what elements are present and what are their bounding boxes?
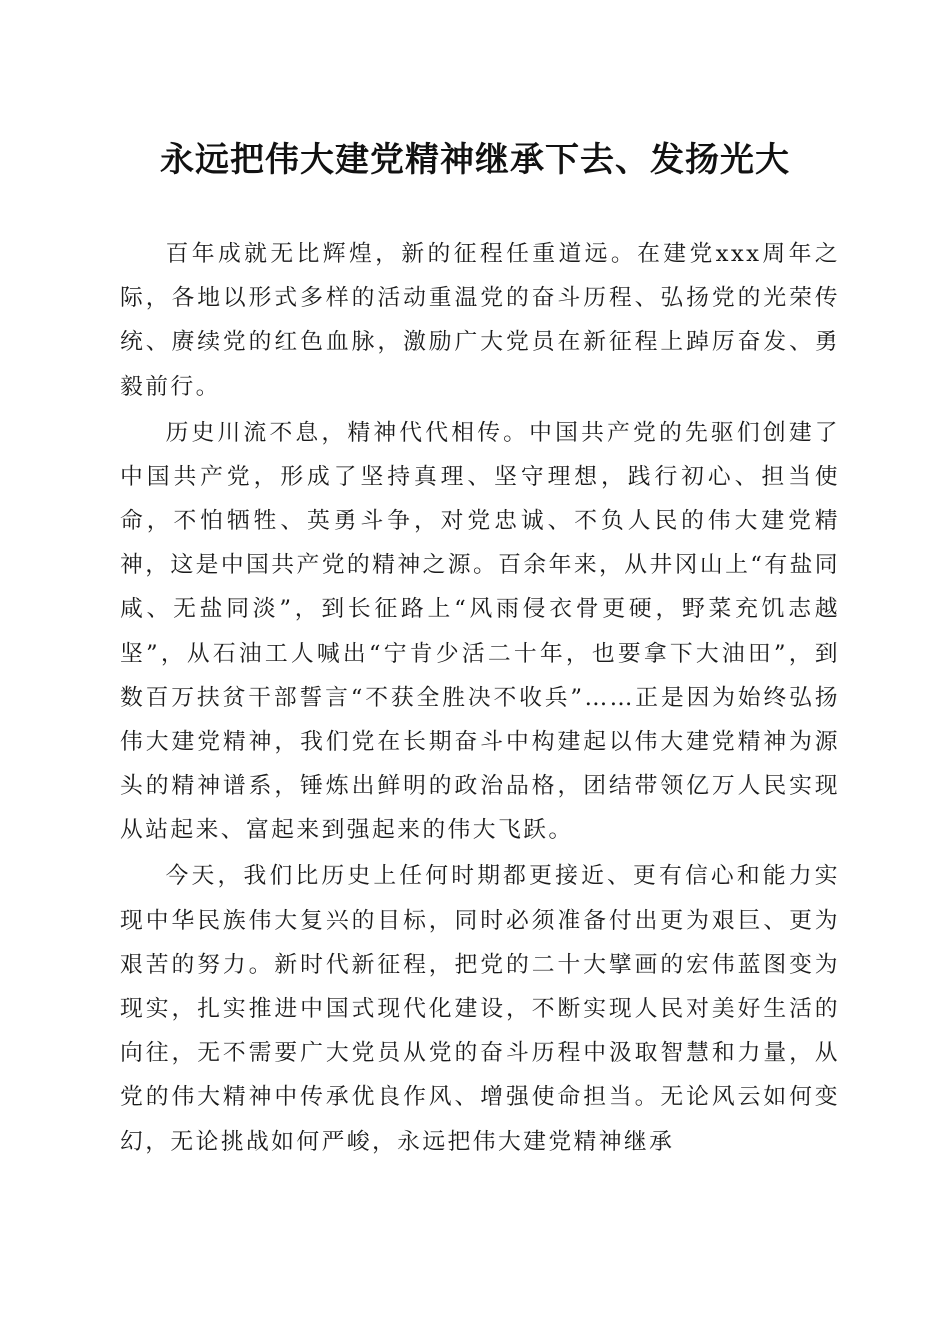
paragraph: 今天，我们比历史上任何时期都更接近、更有信心和能力实现中华民族伟大复兴的目标，同时必须准备付出更为艰巨、更为艰苦的努力。新时代新征程，把党的二十大擘画的宏伟蓝图变为现实，扎实推进中国式现代化建设，不断实现人民对美好生活的向往，无不需要广大党员从党的奋斗历程中汲取智慧和力量，从党的伟大精神中传承优良作风、增强使命担当。无论风云如何变幻，无论挑战如何严峻，永远把伟大建党精神继承 <box>120 863 840 1155</box>
document-body <box>120 232 840 1166</box>
paragraph: 百年成就无比辉煌，新的征程任重道远。在建党xxx周年之际，各地以形式多样的活动重温党的奋斗历程、弘扬党的光荣传统、赓续党的红色血脉，激励广大党员在新征程上踔厉奋发、勇毅前行。 <box>120 241 840 400</box>
paragraph: 历史川流不息，精神代代相传。中国共产党的先驱们创建了中国共产党，形成了坚持真理、坚守理想，践行初心、担当使命，不怕牺牲、英勇斗争，对党忠诚、不负人民的伟大建党精神，这是中国共产党的精神之源。百余年来，从井冈山上“有盐同咸、无盐同淡”，到长征路上“风雨侵衣骨更硬，野菜充饥志越坚”，从石油工人喊出“宁肯少活二十年，也要拿下大油田”，到数百万扶贫干部誓言“不获全胜决不收兵”……正是因为始终弘扬伟大建党精神，我们党在长期奋斗中构建起以伟大建党精神为源头的精神谱系，锤炼出鲜明的政治品格，团结带领亿万人民实现从站起来、富起来到强起来的伟大飞跃。 <box>120 419 840 844</box>
document-title: 永远把伟大建党精神继承下去、发扬光大 <box>160 140 790 180</box>
